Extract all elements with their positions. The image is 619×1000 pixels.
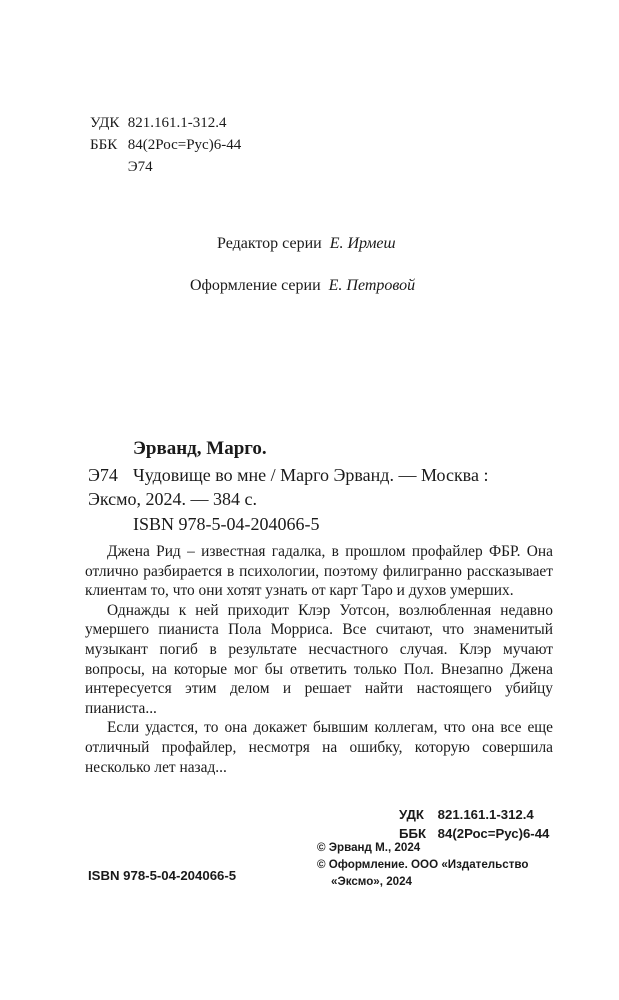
annotation-paragraph: Однажды к ней приходит Клэр Уотсон, возлюбленная недавно умершего пианиста Пола Морриса. Все считают, что знаменитый музыкант погиб в результате несчастного случая. Клэр мучают вопросы, на которые мог бы ответить только Пол. Внезапно Джена интересуется этим делом и решает найти настоящего убийцу пианиста... [85,601,553,717]
bottom-udk-value: 821.161.1-312.4 [437,807,534,822]
bbk-line [90,134,241,156]
annotation-paragraph: Если удастся, то она докажет бывшим коллегам, что она все еще отличный профайлер, несмотря на ошибку, которую совершила несколько лет назад... [85,719,553,776]
udk-value: 821.161.1-312.4 [127,115,227,131]
biblio-title-line-1: Чудовище во мне / Марго Эрванд. — Москва : [133,465,489,485]
series-design-line [190,277,415,295]
series-design-name: Е. Петровой [328,277,416,294]
udk-line [90,112,241,134]
bbk-value: 84(2Рос=Рус)6-44 [127,137,242,153]
biblio-author-mark: Э74 [88,465,118,485]
udk-label: УДК [90,115,120,131]
biblio-title-line-2: Эксмо, 2024. — 384 с. [88,489,258,509]
annotation-paragraph: Джена Рид – известная гадалка, в прошлом профайлер ФБР. Она отлично разбирается в психологии, поэтому филигранно рассказывает клиентам то, что они хотят узнать от карт Таро и духов умерших. [85,543,553,600]
footer-isbn: ISBN 978-5-04-204066-5 [88,868,237,883]
copyright-design-line-1: © Оформление. ООО «Издательство [317,858,529,871]
series-editor-name: Е. Ирмеш [329,235,396,252]
annotation [85,542,553,777]
series-editor-line [217,235,396,253]
copyright-block [317,839,528,890]
bottom-classification-codes [399,805,549,843]
series-design-label: Оформление серии [190,277,321,294]
copyright-design-line-2: «Эксмо», 2024 [331,875,412,888]
author-heading: Эрванд, Марго. [133,438,267,459]
bottom-udk-label: УДК [399,807,424,822]
bottom-bbk-value: 84(2Рос=Рус)6-44 [437,826,550,841]
biblio-isbn: ISBN 978-5-04-204066-5 [133,514,320,534]
top-classification-codes [90,112,241,178]
copyright-author: © Эрванд М., 2024 [317,841,421,854]
author-mark: Э74 [127,159,153,175]
bottom-udk-line [399,805,549,824]
bottom-bbk-label: ББК [399,826,427,841]
bbk-label: ББК [90,137,118,153]
author-mark-line [90,156,241,178]
series-editor-label: Редактор серии [217,235,322,252]
